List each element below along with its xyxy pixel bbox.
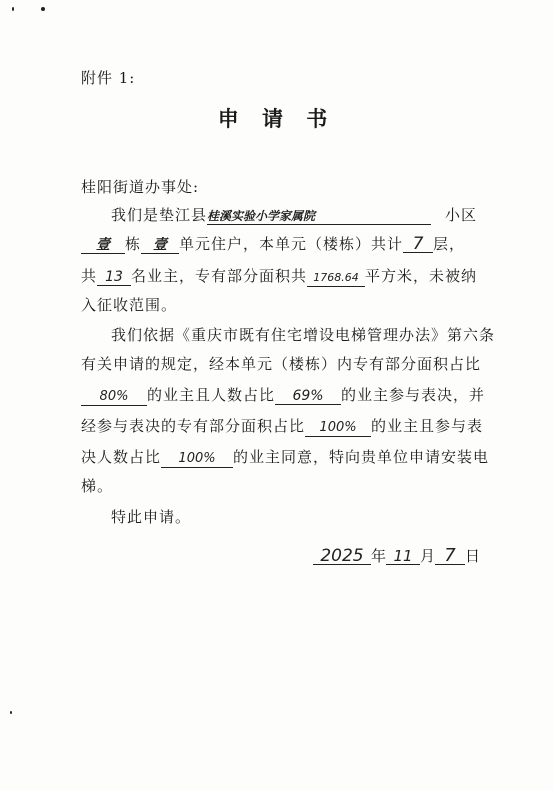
paragraph-1-line-2 bbox=[81, 234, 481, 254]
handwritten-day: 7 bbox=[435, 548, 465, 565]
handwritten-owner-count: 13 bbox=[97, 269, 131, 286]
text-segment: 我们依据《重庆市既有住宅增设电梯管理办法》第六条 bbox=[111, 326, 496, 344]
handwritten-area-percentage: 80% bbox=[81, 389, 147, 406]
text-segment: 共 bbox=[81, 267, 98, 285]
text-segment: 有关申请的规定，经本单元（楼栋）内专有部分面积占比 bbox=[81, 355, 482, 373]
paragraph-2-line-2 bbox=[81, 354, 481, 374]
text-segment: 的业主且参与表 bbox=[371, 417, 484, 435]
paragraph-1-line-1 bbox=[81, 205, 481, 225]
text-segment: 的业主同意，特向贵单位申请安装电 bbox=[233, 448, 490, 466]
handwritten-people-percentage: 69% bbox=[275, 388, 341, 405]
handwritten-vote-people-percentage: 100% bbox=[161, 451, 233, 468]
text-segment: 栋 bbox=[125, 235, 142, 253]
text-segment: 我们是垫江县 bbox=[111, 206, 208, 224]
date-line bbox=[313, 545, 480, 566]
handwritten-month: 11 bbox=[386, 548, 420, 565]
attachment-label: 附件 1: bbox=[81, 69, 136, 87]
handwritten-unit-number: 壹 bbox=[141, 237, 179, 254]
paragraph-2-line-6 bbox=[81, 476, 481, 496]
text-segment: 名业主，专有部分面积共 bbox=[131, 267, 308, 285]
text-segment: 层， bbox=[433, 235, 466, 253]
text-segment: 梯。 bbox=[81, 477, 114, 495]
handwritten-area: 1768.64 bbox=[307, 270, 365, 287]
paragraph-2-line-5 bbox=[81, 447, 490, 468]
scan-speck bbox=[10, 711, 12, 714]
year-unit: 年 bbox=[371, 547, 387, 565]
paragraph-2-line-1 bbox=[81, 325, 496, 345]
paragraph-1-line-4 bbox=[81, 295, 481, 315]
scan-speck bbox=[41, 7, 45, 11]
paragraph-2-line-3 bbox=[81, 385, 486, 406]
addressee: 桂阳街道办事处: bbox=[81, 178, 200, 196]
day-unit: 日 bbox=[465, 547, 481, 565]
handwritten-vote-area-percentage: 100% bbox=[305, 420, 371, 437]
closing-text: 特此申请。 bbox=[111, 508, 192, 526]
text-segment: 平方米，未被纳 bbox=[365, 267, 478, 285]
document-title: 申 请 书 bbox=[217, 106, 336, 131]
text-segment: 的业主参与表决，并 bbox=[341, 386, 486, 404]
closing-line bbox=[81, 507, 481, 527]
text-segment: 单元住户，本单元（楼栋）共计 bbox=[179, 235, 404, 253]
month-unit: 月 bbox=[420, 547, 436, 565]
paragraph-2-line-4 bbox=[81, 416, 484, 437]
handwritten-floor-count: 7 bbox=[403, 236, 433, 253]
handwritten-community-name: 桂溪实验小学家属院 bbox=[207, 208, 431, 225]
text-segment: 经参与表决的专有部分面积占比 bbox=[81, 417, 306, 435]
handwritten-building-number: 壹 bbox=[81, 237, 125, 254]
handwritten-year: 2025 bbox=[313, 548, 371, 565]
scan-speck bbox=[12, 7, 14, 11]
text-segment: 决人数占比 bbox=[81, 448, 162, 466]
paragraph-1-line-3 bbox=[81, 266, 481, 287]
text-segment: 的业主且人数占比 bbox=[147, 386, 276, 404]
text-segment: 入征收范围。 bbox=[81, 296, 178, 314]
text-segment: 小区 bbox=[445, 206, 478, 224]
